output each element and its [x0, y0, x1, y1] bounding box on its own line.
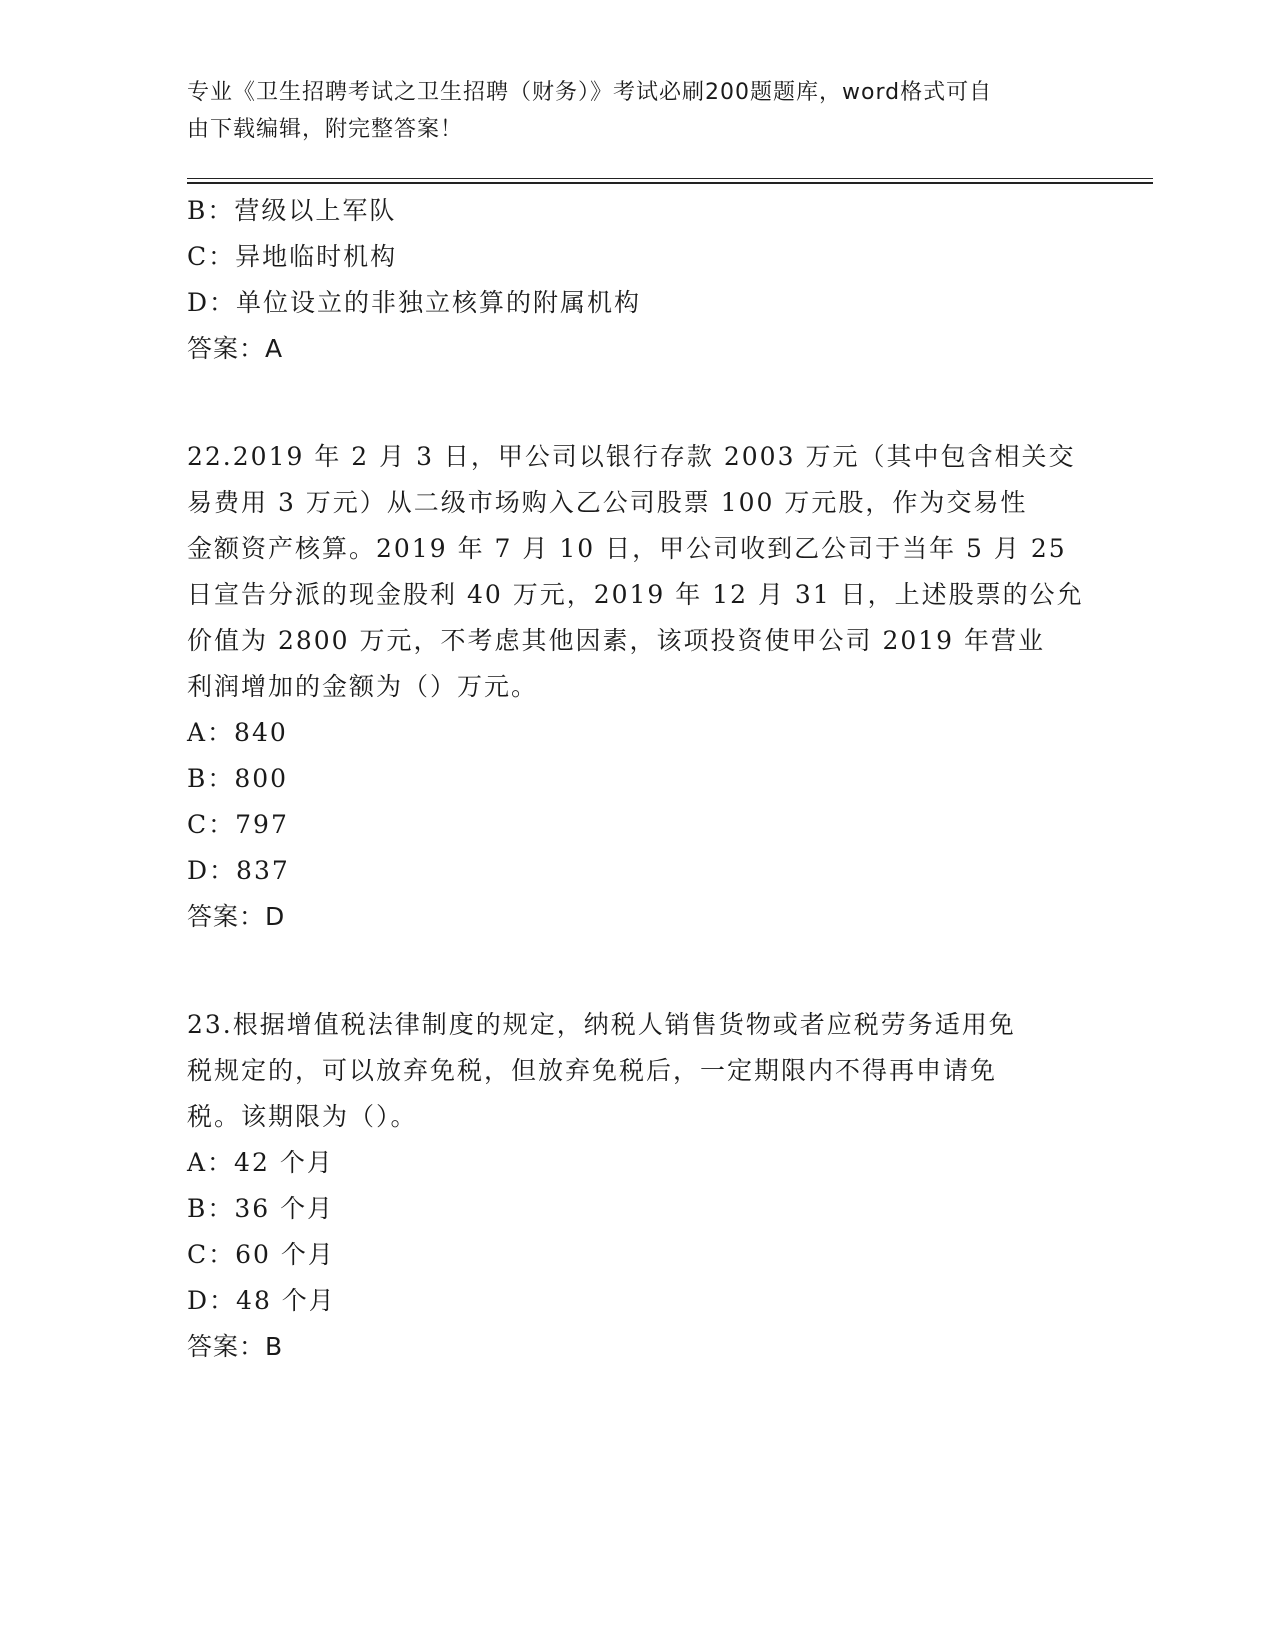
header-title-line-1: 专业《卫生招聘考试之卫生招聘（财务）》考试必刷200题题库，word格式可自	[187, 80, 993, 105]
question-text-line: 易费用 3 万元）从二级市场购入乙公司股票 100 万元股，作为交易性	[187, 488, 1028, 517]
question-text-line: 23.根据增值税法律制度的规定，纳税人销售货物或者应税劳务适用免	[187, 1010, 1016, 1039]
spacer	[187, 372, 1087, 434]
question-text-line: 利润增加的金额为（）万元。	[187, 672, 539, 701]
question-block-22	[187, 434, 1087, 940]
answer-line: 答案：D	[187, 902, 286, 931]
document-body	[187, 188, 1087, 1370]
document-header	[187, 74, 1077, 148]
option-c: C：异地临时机构	[187, 242, 398, 271]
question-text-line: 税规定的，可以放弃免税，但放弃免税后，一定期限内不得再申请免	[187, 1056, 998, 1085]
question-text-line: 22.2019 年 2 月 3 日，甲公司以银行存款 2003 万元（其中包含相关交	[187, 442, 1076, 471]
header-rule-thin	[187, 178, 1153, 179]
answer-line: 答案：B	[187, 1332, 284, 1361]
option-b: B：营级以上军队	[187, 196, 397, 225]
option-d: D：837	[187, 856, 290, 885]
spacer	[187, 940, 1087, 1002]
option-d: D：单位设立的非独立核算的附属机构	[187, 288, 642, 317]
answer-line: 答案：A	[187, 334, 284, 363]
question-text-line: 价值为 2800 万元，不考虑其他因素，该项投资使甲公司 2019 年营业	[187, 626, 1046, 655]
option-d: D：48 个月	[187, 1286, 336, 1315]
question-text-line: 税。该期限为（）。	[187, 1102, 418, 1131]
option-c: C：60 个月	[187, 1240, 335, 1269]
question-text-line: 金额资产核算。2019 年 7 月 10 日，甲公司收到乙公司于当年 5 月 25	[187, 534, 1067, 563]
option-a: A：840	[187, 718, 288, 747]
option-a: A：42 个月	[187, 1148, 334, 1177]
option-b: B：36 个月	[187, 1194, 335, 1223]
question-text-line: 日宣告分派的现金股利 40 万元，2019 年 12 月 31 日，上述股票的公允	[187, 580, 1084, 609]
option-b: B：800	[187, 764, 289, 793]
question-block-prev	[187, 188, 1087, 372]
header-title-line-2: 由下载编辑，附完整答案！	[187, 117, 464, 142]
option-c: C：797	[187, 810, 289, 839]
header-rule-thick	[187, 182, 1153, 184]
question-block-23	[187, 1002, 1087, 1370]
